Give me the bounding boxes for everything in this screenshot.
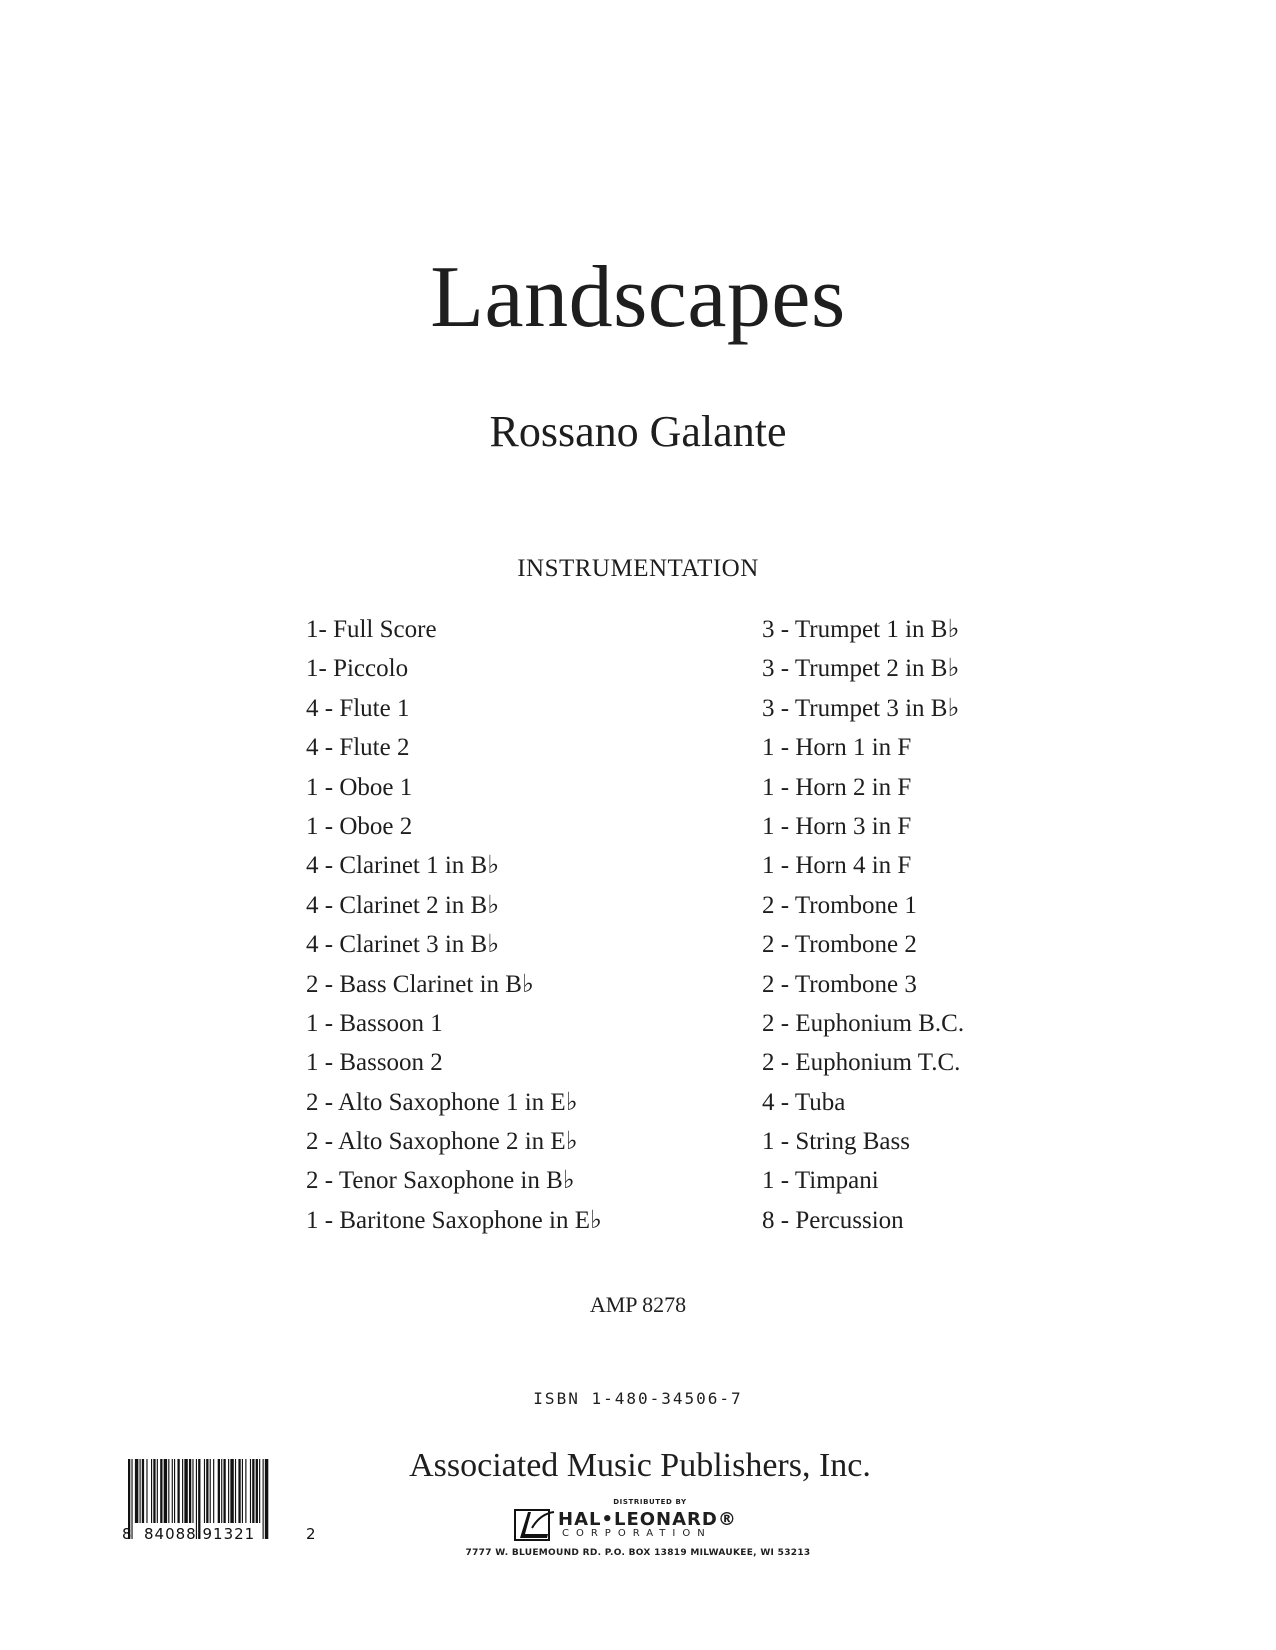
instrument-item: 2 - Bass Clarinet in B♭ — [306, 970, 534, 998]
hal-leonard-mark-icon — [514, 1508, 556, 1542]
instrument-item: 1 - Bassoon 2 — [306, 1049, 443, 1077]
instrument-item: 3 - Trumpet 1 in B♭ — [762, 616, 960, 643]
instrument-item: 4 - Clarinet 3 in B♭ — [306, 931, 500, 959]
barcode-check-digit: 2 — [306, 1525, 316, 1543]
instrument-item: 2 - Alto Saxophone 2 in E♭ — [306, 1128, 578, 1156]
instrumentation-list-left — [306, 610, 602, 1240]
instrument-item: 4 - Flute 1 — [306, 694, 410, 722]
instrument-item: 1 - Baritone Saxophone in E♭ — [306, 1206, 602, 1234]
instrument-item: 2 - Alto Saxophone 1 in E♭ — [306, 1088, 578, 1116]
instrument-item: 2 - Trombone 1 — [762, 891, 917, 919]
instrument-item: 2 - Tenor Saxophone in B♭ — [306, 1167, 575, 1195]
instrument-item: 4 - Tuba — [762, 1088, 846, 1116]
instrument-item: 2 - Trombone 3 — [762, 970, 917, 998]
instrument-item: 3 - Trumpet 3 in B♭ — [762, 694, 960, 722]
instrument-item: 1 - Oboe 2 — [306, 812, 413, 840]
instrument-item: 1 - Horn 2 in F — [762, 773, 912, 801]
composer-name: Rossano Galante — [489, 407, 787, 456]
hal-leonard-name: HAL•LEONARD® — [558, 1509, 737, 1530]
isbn-number: ISBN 1-480-34506-7 — [533, 1389, 743, 1408]
hal-leonard-logo — [514, 1508, 770, 1544]
instrument-item: 1 - Timpani — [762, 1167, 879, 1195]
instrument-item: 4 - Flute 2 — [306, 734, 410, 762]
instrument-item: 2 - Euphonium B.C. — [762, 1009, 965, 1037]
barcode-lead-digit: 8 — [122, 1525, 132, 1543]
catalog-number: AMP 8278 — [589, 1292, 687, 1317]
barcode-main-digits: 84088 91321 — [144, 1525, 256, 1543]
instrumentation-list-right — [762, 610, 964, 1240]
instrument-item: 1- Piccolo — [306, 655, 409, 683]
publisher-name: Associated Music Publishers, Inc. — [409, 1447, 871, 1484]
instrumentation-heading: INSTRUMENTATION — [517, 555, 759, 582]
instrument-item: 8 - Percussion — [762, 1206, 904, 1234]
instrument-item: 4 - Clarinet 2 in B♭ — [306, 891, 500, 919]
instrument-item: 1 - Oboe 1 — [306, 773, 413, 801]
instrument-item: 1 - Horn 3 in F — [762, 812, 912, 840]
instrument-item: 1 - Horn 1 in F — [762, 734, 912, 762]
hal-leonard-corporation: CORPORATION — [562, 1528, 712, 1539]
instrument-item: 2 - Euphonium T.C. — [762, 1049, 961, 1077]
instrument-item: 1 - Bassoon 1 — [306, 1009, 443, 1037]
instrument-item: 3 - Trumpet 2 in B♭ — [762, 655, 960, 683]
instrument-item: 2 - Trombone 2 — [762, 931, 917, 959]
score-title: Landscapes — [430, 249, 846, 346]
distributed-by-label: DISTRIBUTED BY — [613, 1498, 687, 1506]
instrument-item: 1- Full Score — [306, 616, 437, 643]
distributor-address: 7777 W. BLUEMOUND RD. P.O. BOX 13819 MILWAUKEE, WI 53213 — [465, 1548, 811, 1558]
instrument-item: 1 - Horn 4 in F — [762, 852, 912, 880]
instrument-item: 1 - String Bass — [762, 1128, 910, 1156]
instrument-item: 4 - Clarinet 1 in B♭ — [306, 852, 500, 880]
